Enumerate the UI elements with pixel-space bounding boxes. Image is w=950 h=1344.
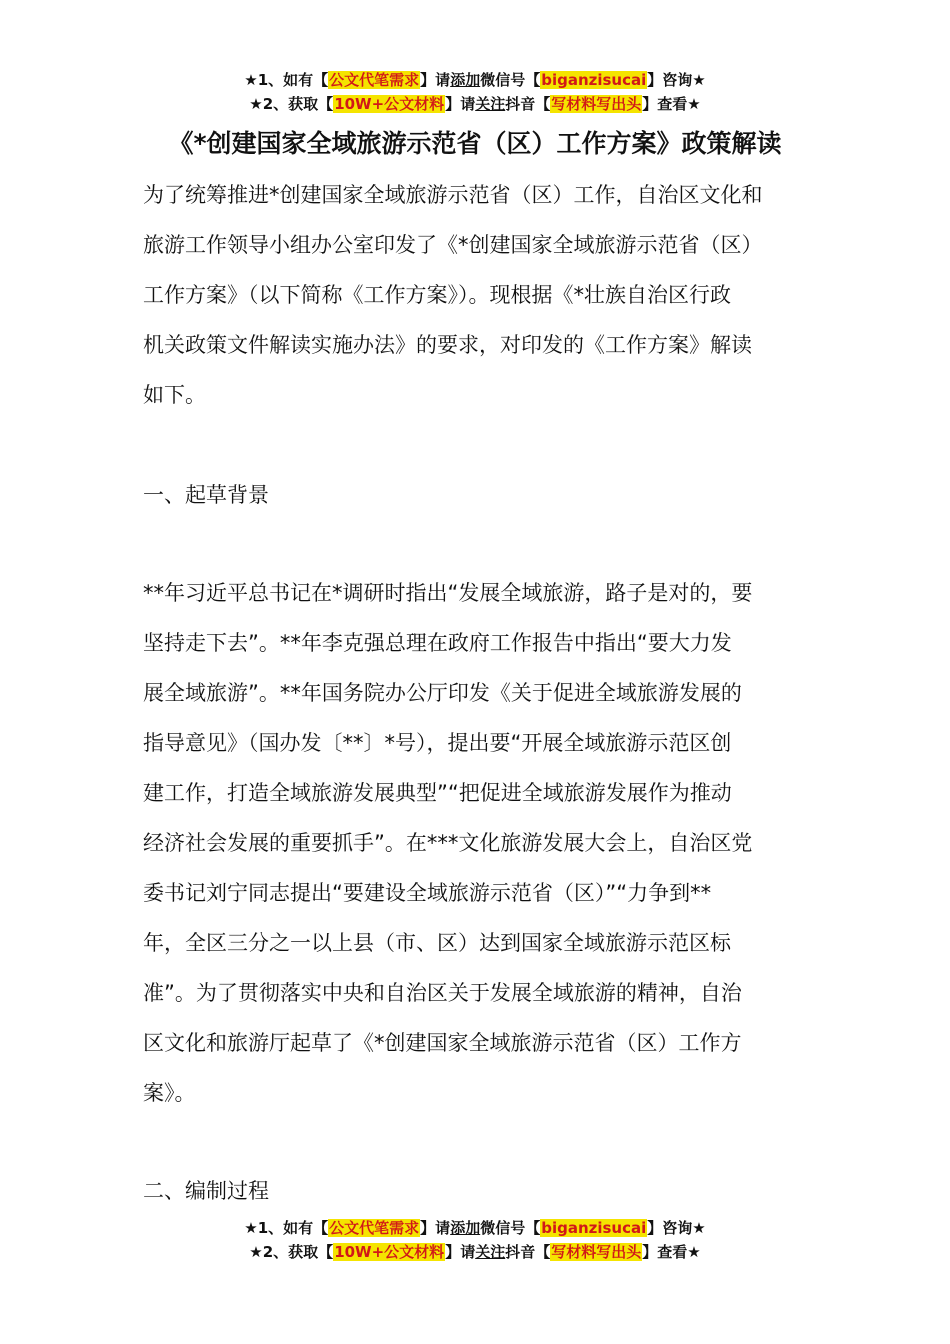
section-heading-process: 二、编制过程 (143, 1179, 269, 1203)
promo-line-1 (0, 1216, 950, 1240)
promo-text: 】请 (420, 71, 451, 89)
promo-text: 】查看★ (642, 95, 701, 113)
text-line: 如下。 (143, 383, 206, 407)
promo-text: 】咨询★ (647, 1219, 706, 1237)
promo-text: 】请 (445, 1243, 476, 1261)
text-line: 案》。 (143, 1081, 196, 1105)
promo-text: ★1、如有【 (244, 1219, 329, 1237)
text-line: **年习近平总书记在*调研时指出“发展全域旅游，路子是对的，要 (143, 581, 753, 605)
top-promo-banner (0, 68, 950, 116)
text-line: 准”。为了贯彻落实中央和自治区关于发展全域旅游的精神，自治 (143, 981, 742, 1005)
promo-text: 微信号【 (480, 71, 541, 89)
text-line: 工作方案》（以下简称《工作方案》）。现根据《*壮族自治区行政 (143, 283, 731, 307)
promo-line-2 (0, 1240, 950, 1264)
promo-highlight: 写材料写出头 (551, 1243, 642, 1261)
promo-underline: 关注 (475, 95, 506, 113)
text-line: 展全域旅游”。**年国务院办公厅印发《关于促进全域旅游发展的 (143, 681, 742, 705)
promo-text: 】查看★ (642, 1243, 701, 1261)
promo-text: ★2、获取【 (249, 1243, 334, 1261)
promo-highlight: biganzisucai (541, 71, 647, 89)
promo-text: 】请 (445, 95, 476, 113)
text-line: 年，全区三分之一以上县（市、区）达到国家全域旅游示范区标 (143, 931, 731, 955)
section-heading-background: 一、起草背景 (143, 483, 269, 507)
promo-highlight: 公文代笔需求 (329, 1219, 420, 1237)
document-title: 《*创建国家全域旅游示范省（区）工作方案》政策解读 (168, 129, 782, 158)
text-line: 机关政策文件解读实施办法》的要求，对印发的《工作方案》解读 (143, 333, 752, 357)
promo-text: ★2、获取【 (249, 95, 334, 113)
promo-text: 抖音【 (505, 95, 551, 113)
promo-text: 】咨询★ (647, 71, 706, 89)
promo-text: 】请 (420, 1219, 451, 1237)
promo-highlight: 10W+公文材料 (334, 95, 445, 113)
promo-underline: 关注 (475, 1243, 506, 1261)
text-line: 区文化和旅游厅起草了《*创建国家全域旅游示范省（区）工作方 (143, 1031, 742, 1055)
promo-text: 微信号【 (480, 1219, 541, 1237)
text-line: 经济社会发展的重要抓手”。在***文化旅游发展大会上，自治区党 (143, 831, 753, 855)
promo-underline: 添加 (450, 1219, 481, 1237)
promo-line-2 (0, 92, 950, 116)
text-line: 委书记刘宁同志提出“要建设全域旅游示范省（区）”“力争到** (143, 881, 712, 905)
text-line: 建工作，打造全域旅游发展典型”“把促进全域旅游发展作为推动 (143, 781, 732, 805)
promo-text: 抖音【 (505, 1243, 551, 1261)
text-line: 坚持走下去”。**年李克强总理在政府工作报告中指出“要大力发 (143, 631, 732, 655)
promo-highlight: 写材料写出头 (551, 95, 642, 113)
background-paragraph (143, 568, 807, 1118)
promo-line-1 (0, 68, 950, 92)
promo-underline: 添加 (450, 71, 481, 89)
promo-highlight: 10W+公文材料 (334, 1243, 445, 1261)
promo-text: ★1、如有【 (244, 71, 329, 89)
promo-highlight: biganzisucai (541, 1219, 647, 1237)
intro-paragraph (143, 170, 807, 420)
bottom-promo-banner (0, 1216, 950, 1264)
text-line: 指导意见》（国办发〔**〕*号），提出要“开展全域旅游示范区创 (143, 731, 732, 755)
promo-highlight: 公文代笔需求 (329, 71, 420, 89)
text-line: 旅游工作领导小组办公室印发了《*创建国家全域旅游示范省（区） (143, 233, 763, 257)
text-line: 为了统筹推进*创建国家全域旅游示范省（区）工作，自治区文化和 (143, 183, 763, 207)
